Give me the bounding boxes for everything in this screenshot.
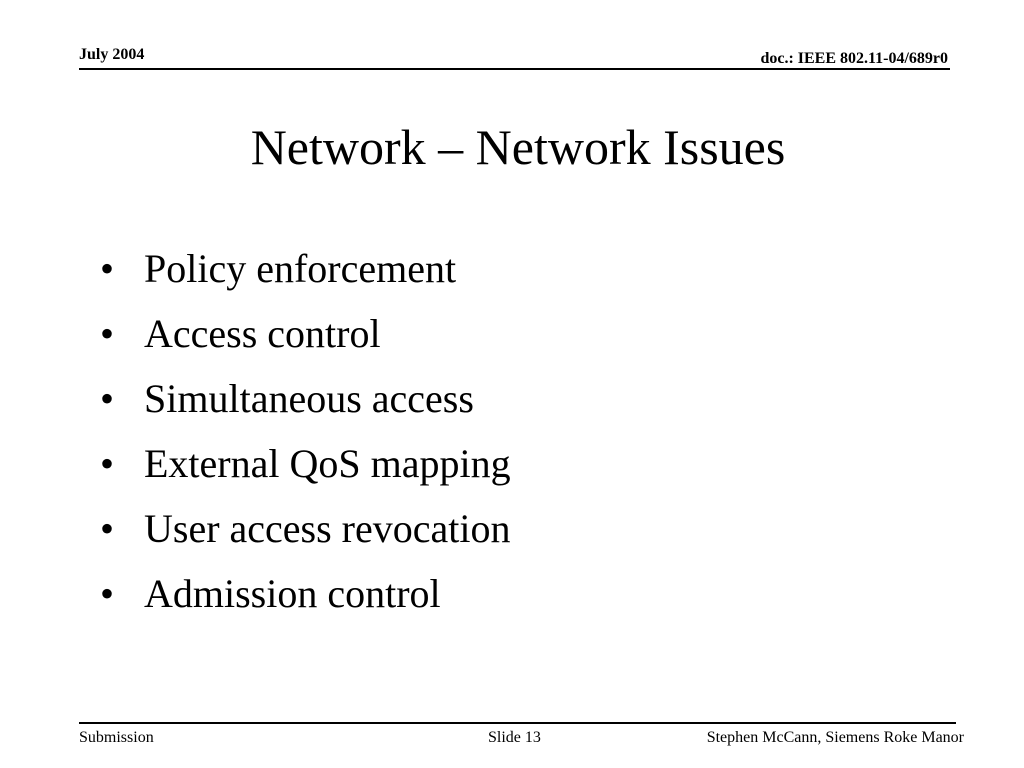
bullet-icon: • xyxy=(100,571,115,616)
bullet-list xyxy=(100,236,511,626)
bullet-text: User access revocation xyxy=(144,506,511,551)
slide-title: Network – Network Issues xyxy=(250,119,786,175)
bullet-text: External QoS mapping xyxy=(144,441,511,486)
bullet-text: Policy enforcement xyxy=(144,246,457,291)
bullet-item xyxy=(100,431,511,496)
bullet-text: Access control xyxy=(144,311,381,356)
header-date: July 2004 xyxy=(79,46,145,63)
bullet-icon: • xyxy=(100,376,115,421)
footer-divider xyxy=(79,722,956,724)
header-divider xyxy=(79,68,950,70)
bullet-icon: • xyxy=(100,311,115,356)
bullet-text: Admission control xyxy=(144,571,441,616)
footer-submission: Submission xyxy=(79,729,154,746)
footer-author: Stephen McCann, Siemens Roke Manor xyxy=(706,729,964,746)
bullet-text: Simultaneous access xyxy=(144,376,474,421)
bullet-item xyxy=(100,561,511,626)
header-doc-id: doc.: IEEE 802.11-04/689r0 xyxy=(760,50,948,67)
bullet-icon: • xyxy=(100,506,115,551)
bullet-icon: • xyxy=(100,441,115,486)
bullet-item xyxy=(100,366,511,431)
bullet-icon: • xyxy=(100,246,115,291)
bullet-item xyxy=(100,496,511,561)
bullet-item xyxy=(100,301,511,366)
bullet-item xyxy=(100,236,511,301)
footer-slide-number: Slide 13 xyxy=(488,729,541,746)
